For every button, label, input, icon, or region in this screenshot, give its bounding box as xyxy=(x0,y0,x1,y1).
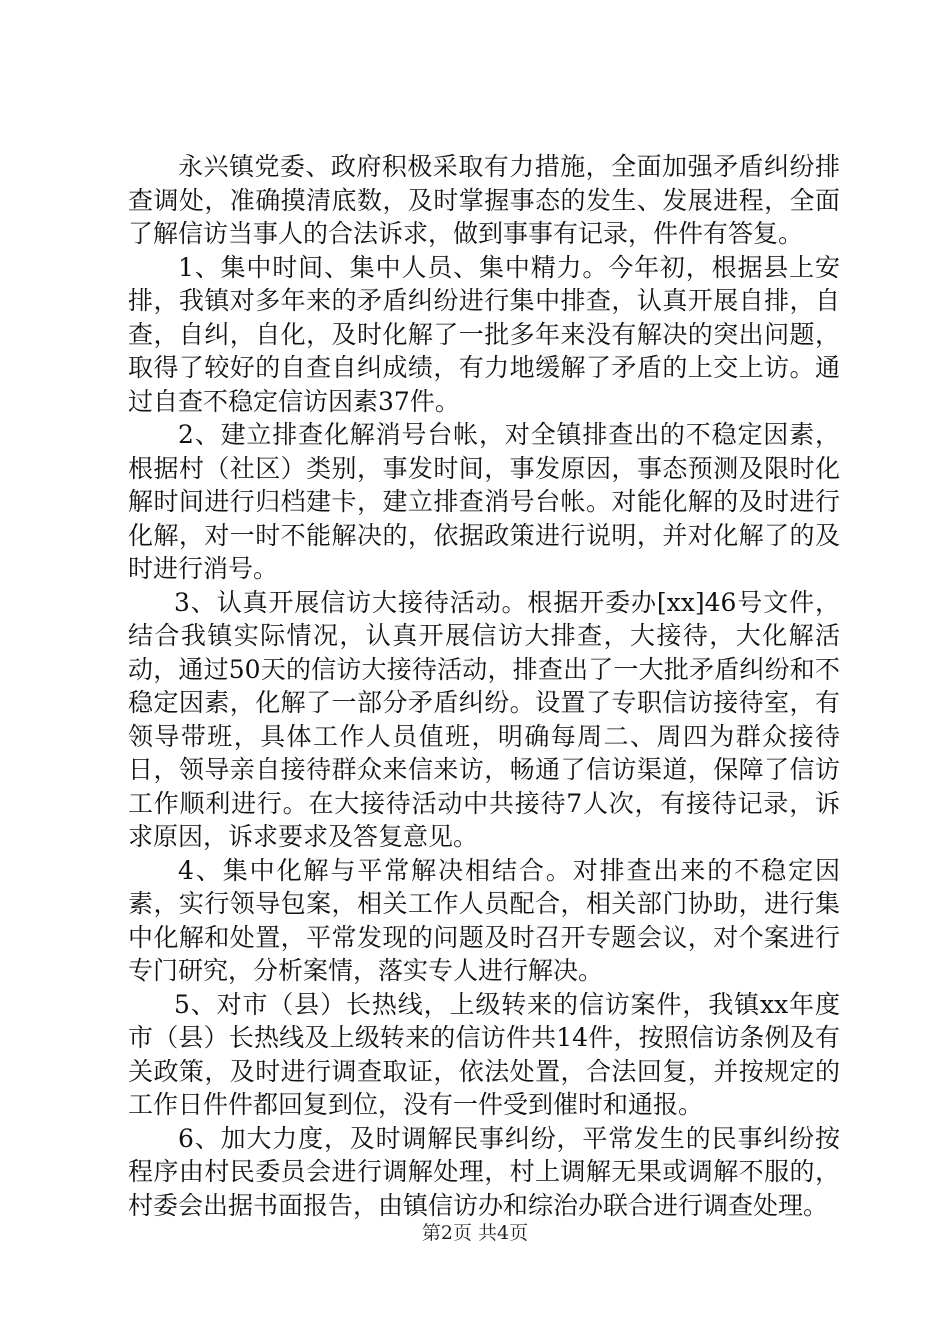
page-number-footer: 第2页 共4页 xyxy=(421,1222,529,1244)
paragraph-item-3: 3、认真开展信访大接待活动。根据开委办[xx]46号文件，结合我镇实际情况，认真开展信访大排查，大接待，大化解活动，通过50天的信访大接待活动，排查出了一大批矛盾纠纷和不稳定因素，化解了一部分矛盾纠纷。设置了专职信访接待室，有领导带班，具体工作人员值班，明确每周二、周四为群众接待日，领导亲自接待群众来信来访，畅通了信访渠道，保障了信访工作顺利进行。在大接待活动中共接待7人次，有接待记录，诉求原因，诉求要求及答复意见。 xyxy=(128,587,840,851)
paragraph-item-6: 6、加大力度，及时调解民事纠纷，平常发生的民事纠纷按程序由村民委员会进行调解处理，村上调解无果或调解不服的，村委会出据书面报告，由镇信访办和综治办联合进行调查处理。 xyxy=(128,1123,840,1220)
paragraph-item-1: 1、集中时间、集中人员、集中精力。今年初，根据县上安排，我镇对多年来的矛盾纠纷进行集中排查，认真开展自排，自查，自纠，自化，及时化解了一批多年来没有解决的突出问题，取得了较好的自查自纠成绩，有力地缓解了矛盾的上交上访。通过自查不稳定信访因素37件。 xyxy=(128,252,840,416)
paragraph-item-2: 2、建立排查化解消号台帐，对全镇排查出的不稳定因素，根据村（社区）类别，事发时间，事发原因，事态预测及限时化解时间进行归档建卡，建立排查消号台帐。对能化解的及时进行化解，对一时不能解决的，依据政策进行说明，并对化解了的及时进行消号。 xyxy=(128,420,840,583)
paragraph-item-4: 4、集中化解与平常解决相结合。对排查出来的不稳定因素，实行领导包案，相关工作人员配合，相关部门协助，进行集中化解和处置，平常发现的问题及时召开专题会议，对个案进行专门研究，分析案情，落实专人进行解决。 xyxy=(128,855,840,985)
paragraph-intro: 永兴镇党委、政府积极采取有力措施，全面加强矛盾纠纷排查调处，准确摸清底数，及时掌握事态的发生、发展进程，全面了解信访当事人的合法诉求，做到事事有记录，件件有答复。 xyxy=(128,152,840,248)
paragraph-item-5: 5、对市（县）长热线，上级转来的信访案件，我镇xx年度市（县）长热线及上级转来的信访件共14件，按照信访条例及有关政策，及时进行调查取证，依法处置，合法回复，并按规定的工作日件件都回复到位，没有一件受到催时和通报。 xyxy=(128,989,840,1119)
document-body xyxy=(128,150,840,1222)
